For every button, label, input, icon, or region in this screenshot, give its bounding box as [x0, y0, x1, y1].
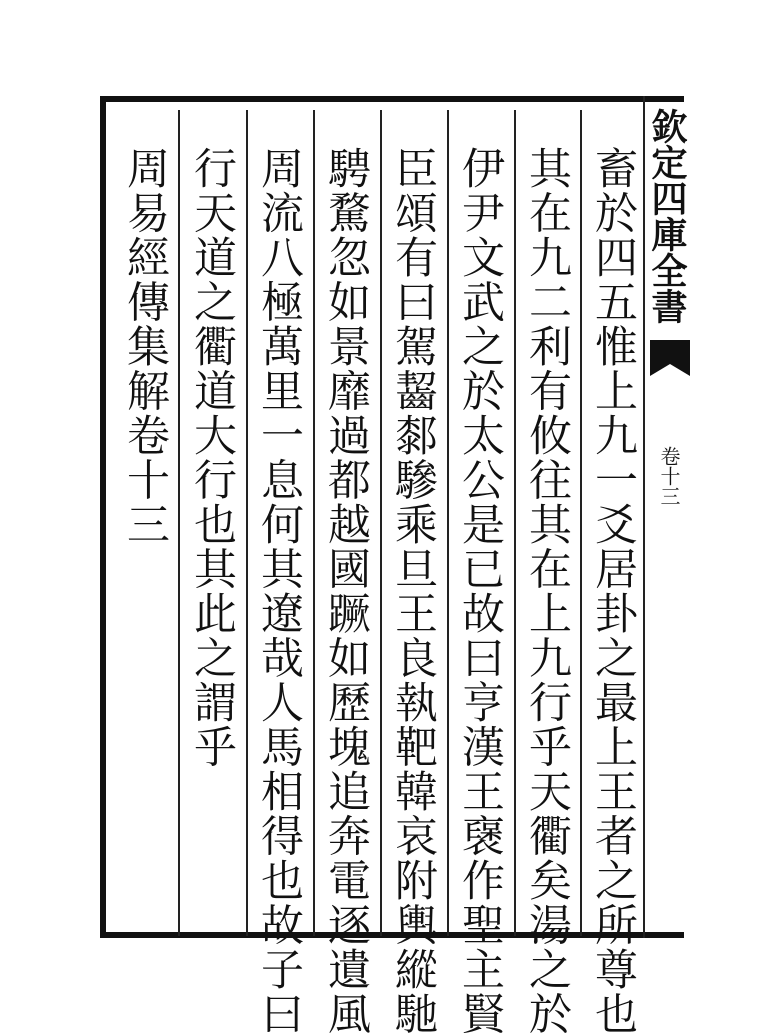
column-rule: [514, 110, 516, 936]
column-rule: [447, 110, 449, 936]
text-column-7: 行天道之衢道大行也其此之謂乎: [187, 146, 237, 769]
text-column-1: 畜於四五惟上九一爻居卦之最上王者之所尊也: [588, 146, 638, 1036]
text-column-2: 其在九二利有攸往其在上九行乎天衢矣湯之於: [522, 146, 572, 1036]
text-column-3: 伊尹文武之於太公是已故曰亨漢王襃作聖主賢: [455, 146, 505, 1036]
book-title-column: 周易經傳集解卷十三: [120, 146, 170, 547]
text-column-5: 騁騖忽如景靡過都越國蹶如歷塊追奔電逐遺風: [321, 146, 371, 1036]
margin-title: 欽定四庫全書: [646, 108, 688, 324]
column-rule: [178, 110, 180, 936]
text-column-6: 周流八極萬里一息何其遼哉人馬相得也故子曰: [254, 146, 304, 1036]
margin-volume-label: 卷十三: [657, 446, 681, 506]
column-rule: [313, 110, 315, 936]
text-column-4: 臣頌有曰駕齧䣛驂乘旦王良執靶韓哀附輿縱馳: [388, 146, 438, 1036]
column-rule: [380, 110, 382, 936]
fishtail-mark: [650, 340, 690, 364]
column-rule: [580, 110, 582, 936]
column-rule: [246, 110, 248, 936]
